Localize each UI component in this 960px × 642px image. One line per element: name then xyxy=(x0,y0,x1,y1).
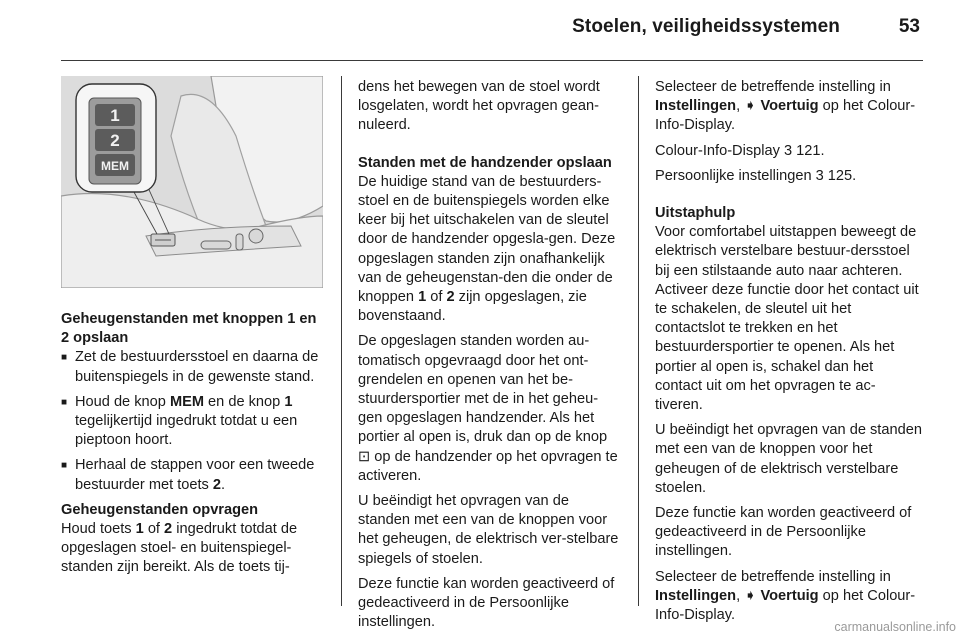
paragraph: U beëindigt het opvragen van de standen met een van de knoppen voor het geheugen, de elektrisch ver-stelbare spiegels of stoelen. xyxy=(358,493,619,567)
watermark: carmanualsonline.info xyxy=(834,620,956,634)
paragraph: dens het bewegen van de stoel wordt losgelaten, wordt het opvragen gean-nuleerd. xyxy=(358,79,600,134)
page-title: Stoelen, veiligheidssystemen xyxy=(572,16,840,37)
heading-line: Geheugenstanden met knoppen 1 en xyxy=(61,311,317,327)
section-heading-store xyxy=(61,310,327,348)
list-item-text: Zet de bestuurdersstoel en daarna de buitenspiegels in de gewenste stand. xyxy=(75,349,319,385)
bullet-square-icon: ■ xyxy=(61,460,68,472)
list-item xyxy=(61,393,327,451)
page-reference-icon: 3 xyxy=(815,167,824,184)
page-number: 53 xyxy=(898,16,920,37)
paragraph: Houd toets 1 of 2 ingedrukt totdat de opgeslagen stoel- en buitenspiegel-standen zijn bereikt. Als de toets tij- xyxy=(61,521,298,576)
seat-adjust-switch xyxy=(201,241,231,249)
paragraph: Voor comfortabel uitstappen beweegt de elektrisch verstelbare bestuur-dersstoel bij een stilstaande auto naar achteren. Activeer deze functie door het contact uit te schakelen, de sleutel uit het contactslot te trekken en het bestuurdersportier te openen. Als het portier al open is, schakel dan het contact uit om het opvragen te ac-tiveren. xyxy=(655,224,919,414)
paragraph: Deze functie kan worden geactiveerd of gedeactiveerd in de Persoonlijke instellingen. xyxy=(358,575,615,631)
column-divider-2 xyxy=(638,76,639,606)
bullet-square-icon: ■ xyxy=(61,352,68,364)
header-rule xyxy=(61,60,923,61)
list-item-text: Houd de knop MEM en de knop 1 tegelijkertijd ingedrukt totdat u een pieptoon hoort. xyxy=(75,393,298,449)
page-reference-icon: 3 xyxy=(783,142,793,159)
heading-line: 2 opslaan xyxy=(61,330,129,347)
seat-memory-figure xyxy=(61,76,323,288)
column-3 xyxy=(655,78,923,631)
section-heading-remote: Standen met de handzender opslaan xyxy=(358,154,612,171)
column-1 xyxy=(61,310,327,584)
memory-button-2-label: 2 xyxy=(110,131,120,150)
paragraph: De opgeslagen standen worden au-tomatisch opgevraagd door het ont-grendelen en openen van het be-stuurdersportier met de in het geheu-gen opgeslagen handzender. Als het portier al open is, druk dan op de knop ⊡ op de handzender op het opvragen te activeren. xyxy=(358,333,618,484)
lumbar-knob xyxy=(249,229,263,243)
paragraph: U beëindigt het opvragen van de standen met een van de knoppen voor het geheugen of de elektrisch verstelbare stoelen. xyxy=(655,422,922,496)
bullet-square-icon: ■ xyxy=(61,396,68,408)
cross-reference: Colour-Info-Display 3 121. xyxy=(655,142,825,159)
section-heading-recall: Geheugenstanden opvragen xyxy=(61,501,259,518)
section-heading-exit-aid: Uitstaphulp xyxy=(655,205,736,222)
backrest-switch xyxy=(236,234,243,250)
paragraph: Selecteer de betreffende instelling in Instellingen, ➧ Voertuig op het Colour-Info-Display. xyxy=(655,568,916,624)
seat-memory-illustration xyxy=(61,76,323,288)
paragraph: Deze functie kan worden geactiveerd of gedeactiveerd in de Persoonlijke instellingen. xyxy=(655,505,912,560)
remote-unlock-icon: ⊡ xyxy=(358,448,371,465)
memory-button-mem-label: MEM xyxy=(101,159,129,173)
list-item xyxy=(61,348,327,386)
menu-arrow-icon: ➧ xyxy=(744,587,757,604)
cross-reference: Persoonlijke instellingen 3 125. xyxy=(655,167,857,184)
column-2 xyxy=(358,78,620,638)
column-divider-1 xyxy=(341,76,342,606)
menu-arrow-icon: ➧ xyxy=(744,98,757,115)
list-item xyxy=(61,456,327,494)
paragraph: Selecteer de betreffende instelling in Instellingen, ➧ Voertuig op het Colour-Info-Display. xyxy=(655,79,916,134)
list-item-text: Herhaal de stappen voor een tweede bestuurder met toets 2. xyxy=(75,457,315,493)
memory-button-1-label: 1 xyxy=(110,106,120,125)
paragraph: De huidige stand van de bestuurders-stoel en de buitenspiegels worden elke keer bij het uitschakelen van de sleutel door de handzender opgesla-gen. Deze opgeslagen standen zijn onafhankelijk van de geheugenstan-den die onder de knoppen 1 of 2 zijn opgeslagen, zie bovenstaand. xyxy=(358,173,616,325)
